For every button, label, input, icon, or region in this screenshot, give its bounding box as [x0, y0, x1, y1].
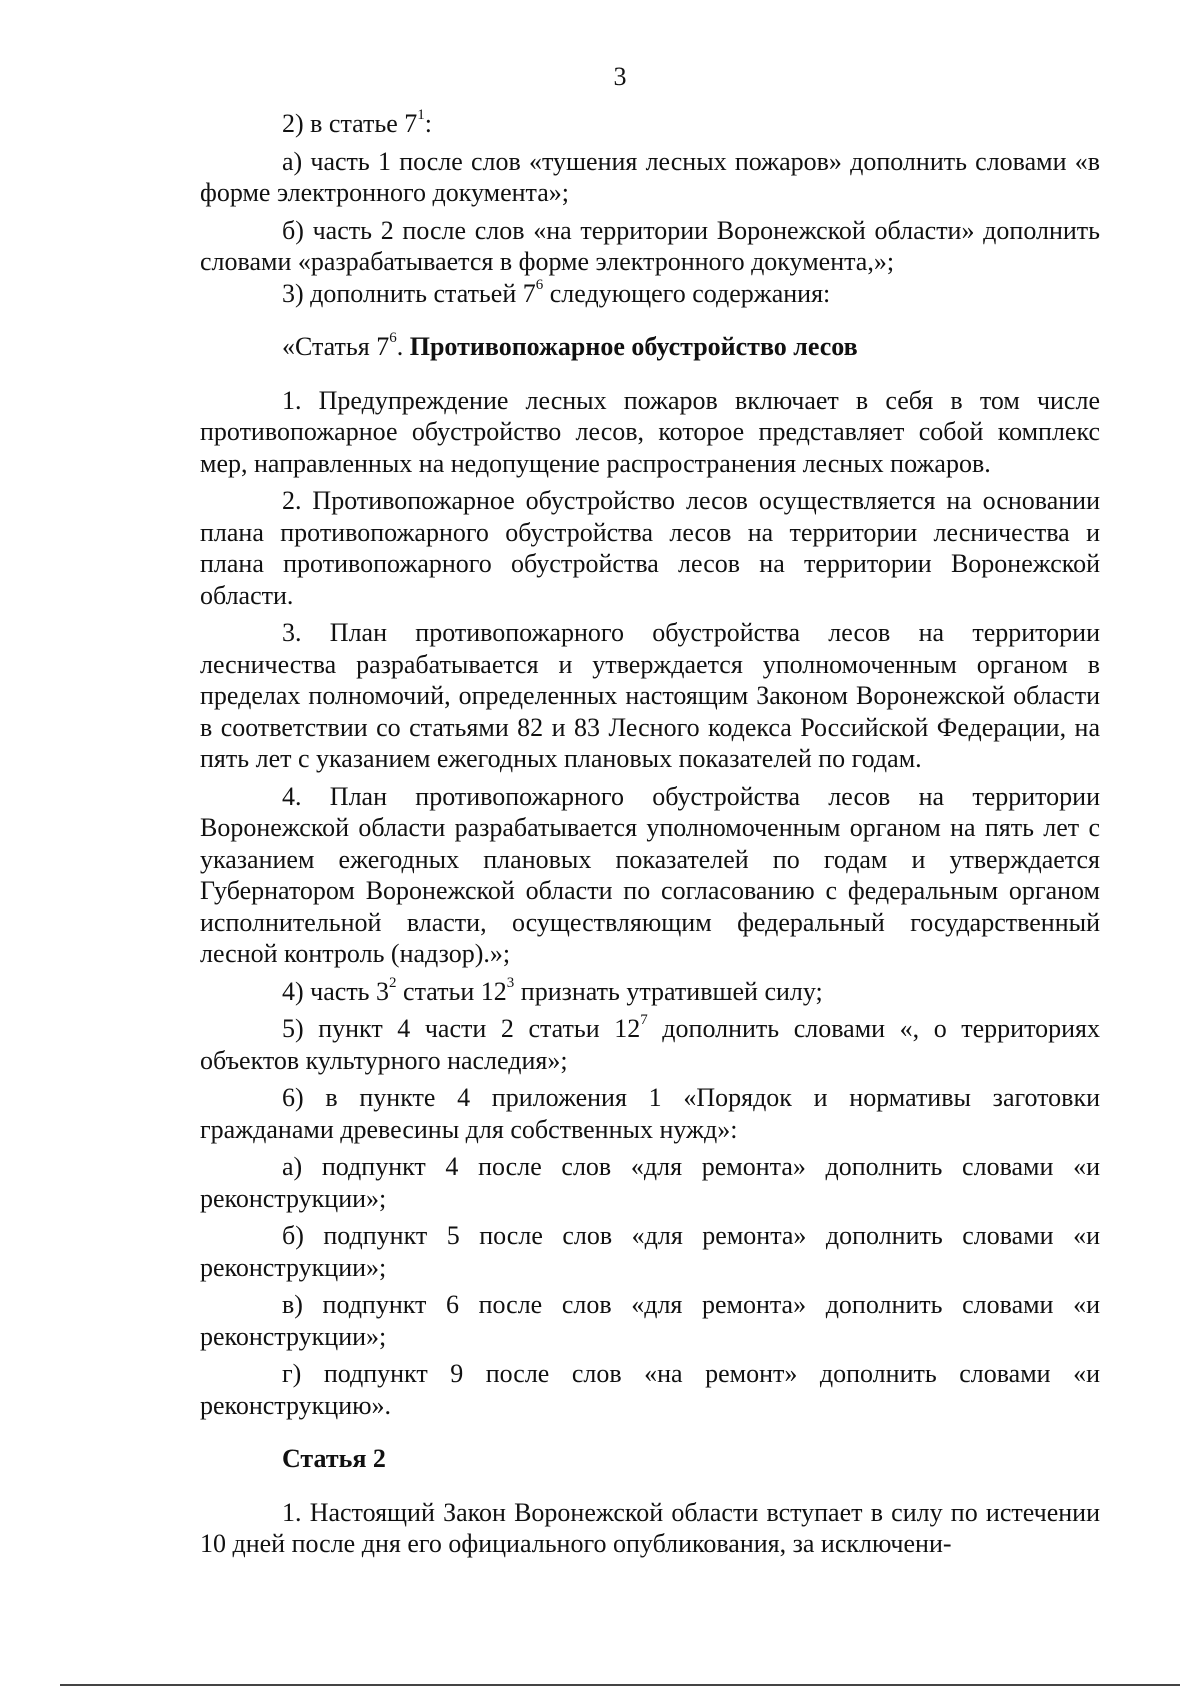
article-7-6-part-2: 2. Противопожарное обустройство лесов осуществляется на основании плана противопожарного обустройства лесов на территории лесничества и плана противопожарного обустройства лесов на территории Воронежской области.	[200, 486, 1100, 610]
article-7-6-part-1: 1. Предупреждение лесных пожаров включает в себя в том числе противопожарное обустройство лесов, которое представляет собой комплекс мер, направленных на недопущение распространения лесных пожаров.	[200, 385, 1100, 478]
paragraph-sub-a: а) подпункт 4 после слов «для ремонта» дополнить словами «и реконструкции»;	[200, 1152, 1100, 1213]
paragraph-item-6: 6) в пункте 4 приложения 1 «Порядок и нормативы заготовки гражданами древесины для собственных нужд»:	[200, 1083, 1100, 1144]
article-2-heading: Статья 2	[282, 1444, 386, 1473]
article-2-part-1: 1. Настоящий Закон Воронежской области вступает в силу по истечении 10 дней после дня его официального опубликования, за исключени-	[200, 1497, 1100, 1558]
paragraph-sub-g: г) подпункт 9 после слов «на ремонт» дополнить словами «и реконструкцию».	[200, 1359, 1100, 1420]
paragraph-item-5: 5) пункт 4 части 2 статьи $12^7$ дополнить словами «, о территориях объектов культурного наследия»;	[200, 1012, 1100, 1075]
paragraph-item-a: а) часть 1 после слов «тушения лесных пожаров» дополнить словами «в форме электронного документа»;	[200, 146, 1100, 207]
bottom-rule	[60, 1684, 1180, 1686]
article-7-6-part-3: 3. План противопожарного обустройства лесов на территории лесничества разрабатывается и утверждается уполномоченным органом в пределах полномочий, определенных настоящим Законом Воронежской области в соответствии со статьями 82 и 83 Лесного кодекса Российской Федерации, на пять лет с указанием ежегодных плановых показателей по годам.	[200, 618, 1100, 773]
article-7-6-part-4: 4. План противопожарного обустройства лесов на территории Воронежской области разрабатывается уполномоченным органом на пять лет с указанием ежегодных плановых показателей по годам и утверждается Губернатором Воронежской области по согласованию с федеральным органом исполнительной власти, осуществляющим федеральный государственный лесной контроль (надзор).»;	[200, 781, 1100, 968]
paragraph-sub-v: в) подпункт 6 после слов «для ремонта» дополнить словами «и реконструкции»;	[200, 1290, 1100, 1351]
document-body	[200, 108, 1100, 1560]
paragraph-item-4: 4) часть $3^2$ статьи $12^3$ признать утратившей силу;	[282, 974, 823, 1006]
page-number: 3	[613, 62, 627, 91]
paragraph-item-b: б) часть 2 после слов «на территории Воронежской области» дополнить словами «разрабатывается в форме электронного документа,»;	[200, 215, 1100, 276]
paragraph-sub-b: б) подпункт 5 после слов «для ремонта» дополнить словами «и реконструкции»;	[200, 1221, 1100, 1282]
paragraph-article-7-1: 2) в статье $7^1$:	[282, 107, 433, 138]
article-7-6-heading: «Статья $7^6$. Противопожарное обустройство лесов	[282, 330, 858, 361]
paragraph-item-3: 3) дополнить статьей $7^6$ следующего содержания:	[282, 276, 831, 308]
